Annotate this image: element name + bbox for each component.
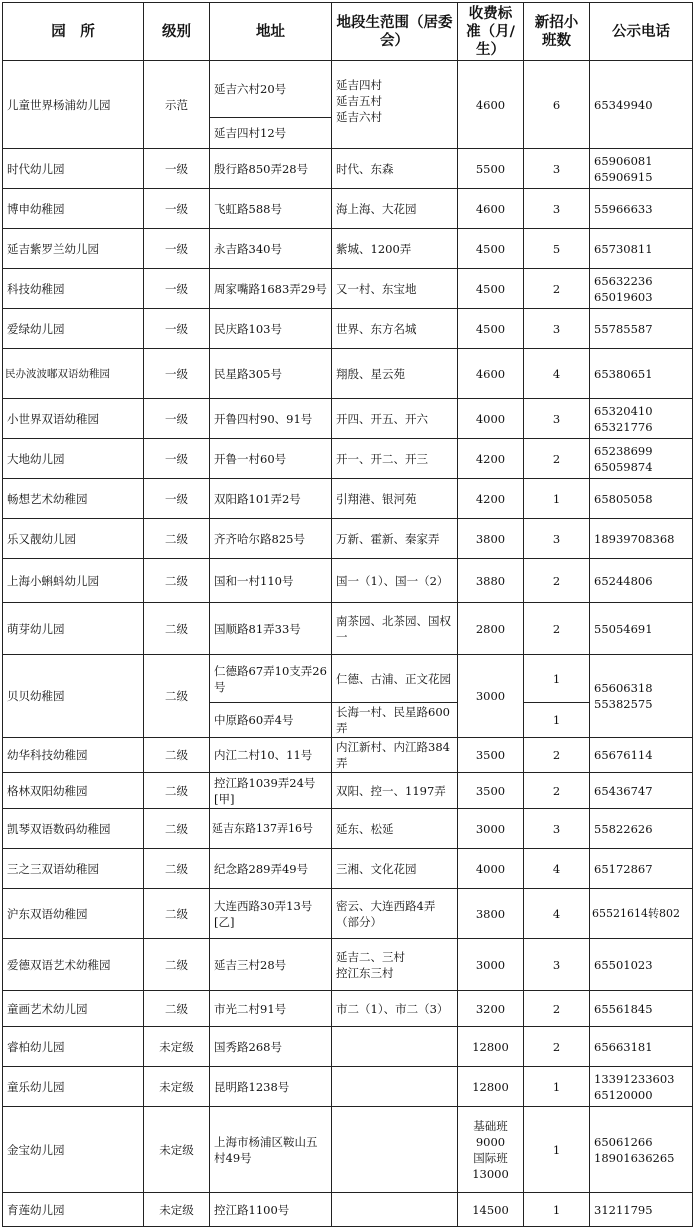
cell-fee: 12800 (458, 1027, 524, 1067)
cell-area (332, 1193, 458, 1227)
cell-phone (590, 399, 693, 439)
cell-phone: 65380651 (590, 349, 693, 399)
phone-line: 18901636265 (594, 1150, 675, 1165)
cell-phone: 55785587 (590, 309, 693, 349)
cell-phone: 55054691 (590, 603, 693, 655)
cell-level: 二级 (144, 991, 210, 1027)
phone-line: 65059874 (594, 459, 653, 474)
cell-level: 示范 (144, 61, 210, 149)
cell-phone: 65805058 (590, 479, 693, 519)
cell-fee: 4600 (458, 349, 524, 399)
cell-phone (590, 1107, 693, 1193)
cell-classes: 1 (524, 1067, 590, 1107)
cell-level: 未定级 (144, 1027, 210, 1067)
cell-classes: 3 (524, 149, 590, 189)
cell-address: 上海市杨浦区鞍山五村49号 (210, 1107, 332, 1193)
cell-address: 国和一村110号 (210, 559, 332, 603)
cell-phone: 31211795 (590, 1193, 693, 1227)
table-row (3, 1107, 693, 1193)
cell-level: 二级 (144, 889, 210, 939)
cell-fee: 3880 (458, 559, 524, 603)
cell-fee: 4000 (458, 849, 524, 889)
cell-address: 国顺路81弄33号 (210, 603, 332, 655)
cell-name: 延吉紫罗兰幼儿园 (3, 229, 144, 269)
cell-fee: 4000 (458, 399, 524, 439)
cell-phone: 65663181 (590, 1027, 693, 1067)
cell-level: 一级 (144, 149, 210, 189)
phone-line: 65321776 (594, 419, 653, 434)
cell-level: 一级 (144, 269, 210, 309)
cell-area: 市二（1）、市二（3） (332, 991, 458, 1027)
cell-address: 周家嘴路1683弄29号 (210, 269, 332, 309)
table-row (3, 738, 693, 773)
phone-line: 65019603 (594, 289, 653, 304)
cell-level: 一级 (144, 439, 210, 479)
phone-line: 65606318 (594, 681, 653, 695)
header-phone: 公示电话 (590, 3, 693, 61)
cell-address: 飞虹路588号 (210, 189, 332, 229)
table-row (3, 991, 693, 1027)
cell-phone: 65521614转802 (590, 889, 693, 939)
cell-classes: 5 (524, 229, 590, 269)
cell-fee: 4600 (458, 61, 524, 149)
cell-area: 时代、东森 (332, 149, 458, 189)
table-row (3, 189, 693, 229)
cell-phone: 65501023 (590, 939, 693, 991)
cell-name: 乐又靓幼儿园 (3, 519, 144, 559)
cell-name: 科技幼稚园 (3, 269, 144, 309)
cell-address: 仁德路67弄10支弄26号 (210, 655, 332, 703)
cell-phone: 65561845 (590, 991, 693, 1027)
cell-address: 永吉路340号 (210, 229, 332, 269)
cell-level: 一级 (144, 349, 210, 399)
phone-line: 65120000 (594, 1087, 653, 1102)
table-row (3, 849, 693, 889)
cell-classes: 1 (524, 479, 590, 519)
cell-address: 民星路305号 (210, 349, 332, 399)
cell-phone: 65730811 (590, 229, 693, 269)
cell-classes: 1 (524, 703, 590, 738)
cell-level: 一级 (144, 399, 210, 439)
area-line: 延吉四村 (336, 78, 382, 92)
cell-phone (590, 439, 693, 479)
table-row (3, 559, 693, 603)
kindergarten-table (2, 2, 693, 1227)
cell-level: 一级 (144, 479, 210, 519)
cell-name: 博申幼稚园 (3, 189, 144, 229)
cell-level: 二级 (144, 939, 210, 991)
cell-fee: 12800 (458, 1067, 524, 1107)
cell-fee: 4200 (458, 439, 524, 479)
phone-line: 13391233603 (594, 1071, 675, 1086)
cell-area: 国一（1）、国一（2） (332, 559, 458, 603)
cell-fee: 4500 (458, 309, 524, 349)
cell-name: 育莲幼儿园 (3, 1193, 144, 1227)
cell-name: 贝贝幼稚园 (3, 655, 144, 738)
cell-address: 延吉四村12号 (210, 118, 332, 149)
cell-address: 殷行路850弄28号 (210, 149, 332, 189)
cell-name: 民办波波嘟双语幼稚园 (3, 349, 144, 399)
cell-level: 未定级 (144, 1193, 210, 1227)
header-fee: 收费标准（月/生） (458, 3, 524, 61)
cell-area: 南茶园、北茶园、国权一 (332, 603, 458, 655)
cell-address: 民庆路103号 (210, 309, 332, 349)
table-row (3, 229, 693, 269)
cell-area: 万新、霍新、秦家弄 (332, 519, 458, 559)
cell-classes: 1 (524, 655, 590, 703)
cell-address: 延吉三村28号 (210, 939, 332, 991)
cell-name: 时代幼儿园 (3, 149, 144, 189)
cell-area: 内江新村、内江路384弄 (332, 738, 458, 773)
cell-level: 二级 (144, 738, 210, 773)
cell-classes: 3 (524, 189, 590, 229)
cell-classes: 4 (524, 849, 590, 889)
cell-classes: 2 (524, 439, 590, 479)
cell-area: 紫城、1200弄 (332, 229, 458, 269)
header-address: 地址 (210, 3, 332, 61)
cell-level: 二级 (144, 773, 210, 809)
cell-address: 开鲁四村90、91号 (210, 399, 332, 439)
cell-classes: 6 (524, 61, 590, 149)
cell-phone (590, 655, 693, 738)
cell-fee: 3000 (458, 655, 524, 738)
cell-address: 大连西路30弄13号[乙] (210, 889, 332, 939)
cell-phone (590, 269, 693, 309)
phone-line: 65632236 (594, 273, 653, 288)
cell-level: 未定级 (144, 1107, 210, 1193)
cell-level: 一级 (144, 189, 210, 229)
cell-address: 双阳路101弄2号 (210, 479, 332, 519)
cell-phone (590, 149, 693, 189)
cell-area: 开一、开二、开三 (332, 439, 458, 479)
cell-name: 畅想艺术幼稚园 (3, 479, 144, 519)
cell-classes: 2 (524, 269, 590, 309)
cell-phone: 65349940 (590, 61, 693, 149)
cell-fee: 3200 (458, 991, 524, 1027)
cell-area (332, 61, 458, 149)
cell-phone: 65436747 (590, 773, 693, 809)
cell-classes: 4 (524, 349, 590, 399)
table-row (3, 655, 693, 703)
cell-area: 又一村、东宝地 (332, 269, 458, 309)
area-line: 延吉二、三村 (336, 949, 405, 964)
cell-level: 二级 (144, 559, 210, 603)
cell-fee: 4600 (458, 189, 524, 229)
cell-classes: 1 (524, 1107, 590, 1193)
cell-fee: 3000 (458, 809, 524, 849)
header-level: 级别 (144, 3, 210, 61)
cell-classes: 2 (524, 1027, 590, 1067)
cell-name: 小世界双语幼稚园 (3, 399, 144, 439)
cell-classes: 3 (524, 519, 590, 559)
cell-area: 世界、东方名城 (332, 309, 458, 349)
table-row (3, 773, 693, 809)
phone-line: 65906915 (594, 169, 653, 184)
table-row (3, 809, 693, 849)
phone-line: 65061266 (594, 1134, 653, 1149)
fee-line: 13000 (472, 1166, 509, 1181)
area-line: 延吉六村 (336, 110, 382, 124)
cell-phone: 65244806 (590, 559, 693, 603)
cell-name: 三之三双语幼稚园 (3, 849, 144, 889)
cell-name: 沪东双语幼稚园 (3, 889, 144, 939)
table-row (3, 1193, 693, 1227)
cell-area: 海上海、大花园 (332, 189, 458, 229)
cell-classes: 3 (524, 809, 590, 849)
cell-area (332, 1107, 458, 1193)
table-row (3, 479, 693, 519)
cell-address: 国秀路268号 (210, 1027, 332, 1067)
cell-area: 双阳、控一、1197弄 (332, 773, 458, 809)
cell-classes: 3 (524, 399, 590, 439)
cell-name: 上海小蝌蚪幼儿园 (3, 559, 144, 603)
cell-address: 中原路60弄4号 (210, 703, 332, 738)
phone-line: 55382575 (594, 697, 653, 711)
cell-fee: 3800 (458, 519, 524, 559)
cell-name: 金宝幼儿园 (3, 1107, 144, 1193)
cell-level: 二级 (144, 849, 210, 889)
table-row (3, 519, 693, 559)
table-row (3, 61, 693, 118)
cell-fee: 2800 (458, 603, 524, 655)
cell-name: 萌芽幼儿园 (3, 603, 144, 655)
phone-line: 65906081 (594, 153, 653, 168)
table-row (3, 889, 693, 939)
table-row (3, 1067, 693, 1107)
cell-classes: 2 (524, 559, 590, 603)
fee-line: 9000 (475, 1134, 506, 1149)
cell-address: 内江二村10、11号 (210, 738, 332, 773)
cell-fee: 3800 (458, 889, 524, 939)
fee-line: 国际班 (473, 1150, 508, 1165)
cell-classes: 3 (524, 939, 590, 991)
cell-fee: 3500 (458, 773, 524, 809)
cell-classes: 4 (524, 889, 590, 939)
phone-line: 65320410 (594, 403, 653, 418)
cell-address: 昆明路1238号 (210, 1067, 332, 1107)
cell-name: 睿柏幼儿园 (3, 1027, 144, 1067)
phone-line: 65238699 (594, 443, 653, 458)
table-row (3, 149, 693, 189)
cell-name: 凯琴双语数码幼稚园 (3, 809, 144, 849)
cell-address: 控江路1039弄24号[甲] (210, 773, 332, 809)
cell-name: 格林双阳幼稚园 (3, 773, 144, 809)
cell-area (332, 1027, 458, 1067)
header-classes: 新招小班数 (524, 3, 590, 61)
cell-phone: 55822626 (590, 809, 693, 849)
cell-address: 控江路1100号 (210, 1193, 332, 1227)
cell-name: 童画艺术幼儿园 (3, 991, 144, 1027)
cell-address: 延吉六村20号 (210, 61, 332, 118)
header-area: 地段生范围（居委会） (332, 3, 458, 61)
table-row (3, 399, 693, 439)
cell-classes: 2 (524, 991, 590, 1027)
cell-name: 儿童世界杨浦幼儿园 (3, 61, 144, 149)
cell-fee: 4500 (458, 269, 524, 309)
cell-phone: 18939708368 (590, 519, 693, 559)
cell-address: 纪念路289弄49号 (210, 849, 332, 889)
table-row (3, 439, 693, 479)
cell-fee: 4200 (458, 479, 524, 519)
cell-area: 三湘、文化花园 (332, 849, 458, 889)
table-row (3, 269, 693, 309)
cell-area (332, 939, 458, 991)
cell-fee: 3000 (458, 939, 524, 991)
cell-name: 爱绿幼儿园 (3, 309, 144, 349)
cell-area: 密云、大连西路4弄（部分） (332, 889, 458, 939)
table-row (3, 309, 693, 349)
cell-level: 一级 (144, 229, 210, 269)
cell-area: 开四、开五、开六 (332, 399, 458, 439)
cell-phone: 55966633 (590, 189, 693, 229)
area-line: 控江东三村 (336, 965, 394, 980)
cell-level: 二级 (144, 655, 210, 738)
table-row (3, 1027, 693, 1067)
cell-name: 童乐幼儿园 (3, 1067, 144, 1107)
cell-area: 长海一村、民星路600弄 (332, 703, 458, 738)
cell-area: 仁德、古浦、正文花园 (332, 655, 458, 703)
cell-level: 未定级 (144, 1067, 210, 1107)
cell-classes: 3 (524, 309, 590, 349)
cell-fee (458, 1107, 524, 1193)
cell-name: 幼华科技幼稚园 (3, 738, 144, 773)
table-row (3, 939, 693, 991)
cell-fee: 5500 (458, 149, 524, 189)
cell-classes: 2 (524, 738, 590, 773)
cell-address: 齐齐哈尔路825号 (210, 519, 332, 559)
cell-classes: 2 (524, 773, 590, 809)
cell-phone (590, 1067, 693, 1107)
cell-level: 二级 (144, 603, 210, 655)
header-row (3, 3, 693, 61)
area-line: 延吉五村 (336, 94, 382, 108)
cell-name: 爱德双语艺术幼稚园 (3, 939, 144, 991)
cell-classes: 1 (524, 1193, 590, 1227)
cell-address: 市光二村91号 (210, 991, 332, 1027)
cell-area: 引翔港、银河苑 (332, 479, 458, 519)
cell-area (332, 1067, 458, 1107)
cell-level: 二级 (144, 809, 210, 849)
cell-level: 二级 (144, 519, 210, 559)
cell-phone: 65676114 (590, 738, 693, 773)
cell-area: 翔殷、星云苑 (332, 349, 458, 399)
cell-fee: 3500 (458, 738, 524, 773)
cell-classes: 2 (524, 603, 590, 655)
cell-address: 开鲁一村60号 (210, 439, 332, 479)
cell-phone: 65172867 (590, 849, 693, 889)
cell-fee: 4500 (458, 229, 524, 269)
cell-fee: 14500 (458, 1193, 524, 1227)
cell-name: 大地幼儿园 (3, 439, 144, 479)
table-row (3, 603, 693, 655)
cell-address: 延吉东路137弄16号 (210, 809, 332, 849)
fee-line: 基础班 (473, 1118, 508, 1133)
cell-area: 延东、松延 (332, 809, 458, 849)
table-row (3, 349, 693, 399)
header-name: 园 所 (3, 3, 144, 61)
cell-level: 一级 (144, 309, 210, 349)
